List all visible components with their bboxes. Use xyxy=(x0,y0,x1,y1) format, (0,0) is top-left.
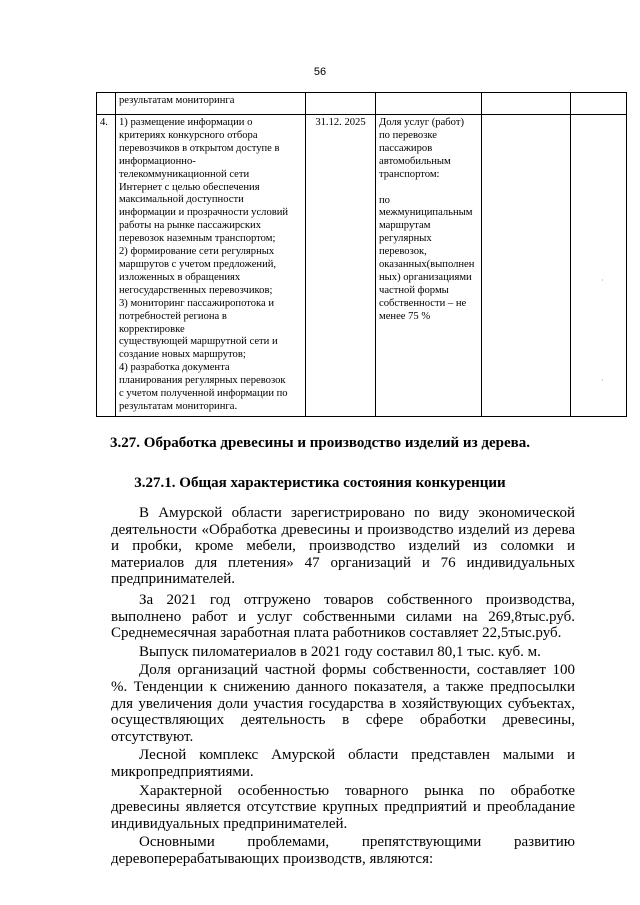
activity-line: результатам мониторинга. xyxy=(119,400,238,412)
activity-line: информационно- xyxy=(119,155,196,167)
table-cell xyxy=(376,93,482,115)
activity-line: 2) формирование сети регулярных xyxy=(119,246,275,258)
table-row xyxy=(97,115,627,417)
activity-line: планирования регулярных перевозок xyxy=(119,375,286,387)
indicator-line: оказанных(выполнен xyxy=(379,259,475,271)
activity-line: потребностей региона в xyxy=(119,310,227,322)
table-cell xyxy=(482,115,571,417)
activity-line: телекоммуникационной сети xyxy=(119,168,250,180)
activity-line: маршрутов с учетом предложений, xyxy=(119,258,277,270)
section-heading: 3.27. Обработка древесины и производство изделий из дерева. xyxy=(110,435,530,451)
table-cell xyxy=(571,115,627,417)
table-cell xyxy=(571,93,627,115)
activity-line: 4) разработка документа xyxy=(119,362,230,374)
indicator-line: по перевозке xyxy=(379,129,437,141)
activity-line: корректировке xyxy=(119,323,185,335)
table-row xyxy=(97,93,627,115)
table-cell-date: 31.12. 2025 xyxy=(306,115,376,417)
activity-line: 3) мониторинг пассажиропотока и xyxy=(119,297,275,309)
paragraph: Характерной особенностью товарного рынка по обработке древесины является отсутствие крупных предприятий и преобладание индивидуальных предпринимателей. xyxy=(111,782,575,832)
section-subheading: 3.27.1. Общая характеристика состояния конкуренции xyxy=(134,475,506,491)
paragraph: Основными проблемами, препятствующими развитию деревоперерабатывающих производств, являются: xyxy=(111,834,575,867)
indicator-line: автомобильным xyxy=(379,155,451,167)
indicator-line: маршрутам xyxy=(379,220,431,232)
activity-line: перевозок наземным транспортом; xyxy=(119,233,276,245)
table-cell-activity xyxy=(116,115,306,417)
scan-dot: · xyxy=(601,276,604,285)
table-cell-indicator xyxy=(376,115,482,417)
activity-line: критериях конкурсного отбора xyxy=(119,129,258,141)
activity-line: с учетом полученной информации по xyxy=(119,388,288,400)
paragraph: В Амурской области зарегистрировано по виду экономической деятельности «Обработка древесины и производство изделий из дерева и пробки, кроме мебели, производство изделий из соломки и материалов для плетения» 47 организаций и 76 индивидуальных предпринимателей. xyxy=(111,505,575,588)
activity-line: изложенных в обращениях xyxy=(119,271,241,283)
activity-line: негосударственных перевозчиков; xyxy=(119,284,273,296)
activity-line: создание новых маршрутов; xyxy=(119,349,246,361)
activity-line: работы на рынке пассажирских xyxy=(119,220,261,232)
table-cell-number: 4. xyxy=(97,115,116,417)
indicator-line: по xyxy=(379,194,390,206)
activity-line: 1) размещение информации о xyxy=(119,117,253,128)
indicator-line: частной формы xyxy=(379,284,449,296)
table-cell xyxy=(97,93,116,115)
paragraph: За 2021 год отгружено товаров собственного производства, выполнено работ и услуг собственными силами на 269,8тыс.руб. Среднемесячная заработная плата работников составляет 22,5тыс.руб. xyxy=(111,591,575,642)
activity-line: Интернет с целью обеспечения xyxy=(119,181,260,193)
paragraph: Выпуск пиломатериалов в 2021 году составил 80,1 тыс. куб. м. xyxy=(139,643,541,660)
paragraph: Лесной комплекс Амурской области представлен малыми и микропредприятиями. xyxy=(111,747,575,780)
indicator-line: перевозок, xyxy=(379,246,427,258)
table-cell-activity: результатам мониторинга xyxy=(116,93,306,115)
table-cell xyxy=(306,93,376,115)
indicator-line: ных) организациями xyxy=(379,271,472,283)
indicator-line: пассажиров xyxy=(379,142,433,154)
indicator-line: собственности – не xyxy=(379,297,467,309)
page-number: 56 xyxy=(313,66,327,78)
table-cell xyxy=(482,93,571,115)
paragraph: Доля организаций частной формы собственности, составляет 100 %. Тенденции к снижению данного показателя, а также предпосылки для увеличения доли участия государства в хозяйствующих субъектах, осуществляющих деятельность в сфере обработки древесины, отсутствуют. xyxy=(111,662,575,745)
activity-line: информации и прозрачности условий xyxy=(119,207,289,219)
activity-line: существующей маршрутной сети и xyxy=(119,336,278,348)
activity-line: перевозчиков в открытом доступе в xyxy=(119,142,280,154)
indicator-line: Доля услуг (работ) xyxy=(379,117,464,128)
indicator-line: транспортом: xyxy=(379,168,440,180)
indicator-line: регулярных xyxy=(379,233,432,245)
measures-table xyxy=(96,92,627,417)
activity-line: максимальной доступности xyxy=(119,194,244,206)
indicator-line: менее 75 % xyxy=(379,310,431,322)
indicator-line: межмуниципальным xyxy=(379,207,473,219)
body-text xyxy=(111,505,575,867)
scan-dot: · xyxy=(601,376,604,385)
